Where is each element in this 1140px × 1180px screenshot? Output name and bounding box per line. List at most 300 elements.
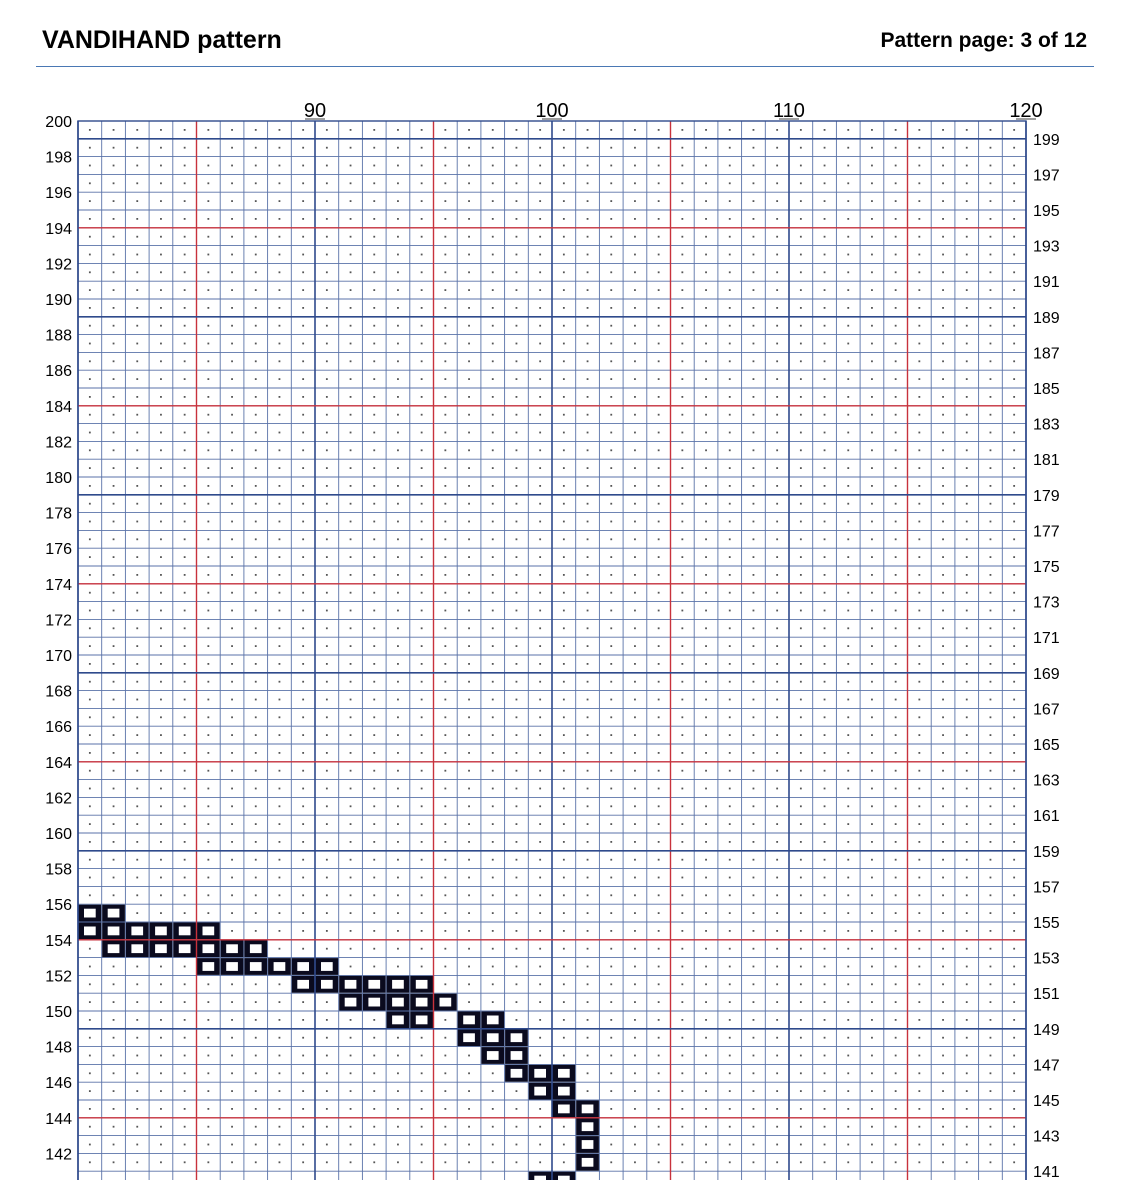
grid-dot — [871, 841, 873, 843]
grid-dot — [207, 467, 209, 469]
grid-dot — [753, 1108, 755, 1110]
grid-dot — [326, 449, 328, 451]
grid-dot — [444, 859, 446, 861]
grid-dot — [444, 307, 446, 309]
grid-dot — [279, 734, 281, 736]
grid-dot — [231, 378, 233, 380]
grid-dot — [753, 271, 755, 273]
grid-dot — [847, 200, 849, 202]
grid-dot — [847, 841, 849, 843]
grid-dot — [871, 859, 873, 861]
grid-dot — [776, 859, 778, 861]
grid-dot — [729, 1001, 731, 1003]
grid-dot — [279, 485, 281, 487]
grid-dot — [990, 1072, 992, 1074]
grid-dot — [610, 538, 612, 540]
grid-dot — [681, 521, 683, 523]
grid-dot — [184, 770, 186, 772]
grid-dot — [350, 912, 352, 914]
grid-dot — [516, 432, 518, 434]
grid-dot — [824, 592, 826, 594]
grid-dot — [279, 1001, 281, 1003]
grid-dot — [231, 1161, 233, 1163]
grid-dot — [207, 663, 209, 665]
grid-dot — [468, 752, 470, 754]
grid-dot — [847, 983, 849, 985]
grid-dot — [705, 1126, 707, 1128]
grid-dot — [681, 1019, 683, 1021]
grid-dot — [587, 1090, 589, 1092]
grid-dot — [563, 503, 565, 505]
grid-dot — [397, 538, 399, 540]
grid-dot — [397, 396, 399, 398]
grid-dot — [658, 734, 660, 736]
grid-dot — [373, 1090, 375, 1092]
grid-dot — [160, 521, 162, 523]
grid-dot — [587, 877, 589, 879]
grid-dot — [776, 432, 778, 434]
row-number-label-right: 199 — [1033, 131, 1060, 149]
grid-dot — [302, 129, 304, 131]
grid-dot — [373, 200, 375, 202]
grid-dot — [231, 129, 233, 131]
grid-dot — [824, 432, 826, 434]
row-number-label-left: 194 — [45, 220, 72, 238]
grid-dot — [184, 396, 186, 398]
grid-dot — [207, 841, 209, 843]
grid-dot — [136, 378, 138, 380]
grid-dot — [990, 165, 992, 167]
grid-dot — [753, 574, 755, 576]
grid-dot — [871, 289, 873, 291]
grid-dot — [255, 823, 257, 825]
grid-dot — [350, 1072, 352, 1074]
grid-dot — [468, 574, 470, 576]
grid-dot — [516, 983, 518, 985]
grid-dot — [729, 1108, 731, 1110]
grid-dot — [966, 218, 968, 220]
grid-dot — [729, 788, 731, 790]
grid-dot — [468, 147, 470, 149]
grid-dot — [681, 983, 683, 985]
grid-dot — [658, 1144, 660, 1146]
grid-dot — [302, 467, 304, 469]
grid-dot — [492, 592, 494, 594]
grid-dot — [895, 770, 897, 772]
grid-dot — [800, 681, 802, 683]
grid-dot — [444, 716, 446, 718]
grid-dot — [681, 485, 683, 487]
grid-dot — [350, 752, 352, 754]
grid-dot — [207, 254, 209, 256]
grid-dot — [326, 236, 328, 238]
grid-dot — [563, 396, 565, 398]
grid-dot — [1013, 503, 1015, 505]
grid-dot — [184, 307, 186, 309]
grid-dot — [539, 360, 541, 362]
grid-dot — [468, 521, 470, 523]
grid-dot — [634, 752, 636, 754]
grid-dot — [113, 610, 115, 612]
grid-dot — [895, 877, 897, 879]
grid-dot — [871, 1144, 873, 1146]
grid-dot — [658, 1019, 660, 1021]
grid-dot — [492, 966, 494, 968]
grid-dot — [871, 1037, 873, 1039]
grid-dot — [990, 948, 992, 950]
stitch-cell — [505, 1065, 528, 1082]
grid-dot — [847, 129, 849, 131]
grid-dot — [705, 307, 707, 309]
grid-dot — [587, 841, 589, 843]
grid-dot — [350, 325, 352, 327]
grid-dot — [421, 877, 423, 879]
grid-dot — [587, 325, 589, 327]
grid-dot — [1013, 236, 1015, 238]
grid-dot — [634, 147, 636, 149]
grid-dot — [658, 343, 660, 345]
grid-dot — [160, 681, 162, 683]
grid-dot — [1013, 414, 1015, 416]
grid-dot — [918, 859, 920, 861]
grid-dot — [279, 467, 281, 469]
grid-dot — [279, 948, 281, 950]
grid-dot — [421, 770, 423, 772]
grid-dot — [658, 538, 660, 540]
grid-dot — [444, 343, 446, 345]
row-number-label-left: 168 — [45, 683, 72, 701]
stitch-cell-highlight — [345, 980, 357, 989]
grid-dot — [918, 699, 920, 701]
grid-dot — [207, 912, 209, 914]
grid-dot — [539, 165, 541, 167]
grid-dot — [895, 271, 897, 273]
grid-dot — [160, 414, 162, 416]
grid-dot — [990, 449, 992, 451]
grid-dot — [563, 592, 565, 594]
grid-dot — [705, 360, 707, 362]
grid-dot — [397, 645, 399, 647]
grid-dot — [705, 129, 707, 131]
grid-dot — [160, 289, 162, 291]
grid-dot — [990, 930, 992, 932]
grid-dot — [587, 200, 589, 202]
grid-dot — [753, 254, 755, 256]
grid-dot — [871, 948, 873, 950]
grid-dot — [468, 1090, 470, 1092]
grid-dot — [184, 716, 186, 718]
grid-dot — [516, 360, 518, 362]
grid-dot — [918, 289, 920, 291]
grid-dot — [279, 610, 281, 612]
grid-dot — [847, 1001, 849, 1003]
grid-dot — [729, 948, 731, 950]
row-number-label-left: 174 — [45, 576, 72, 594]
grid-dot — [302, 343, 304, 345]
grid-dot — [516, 699, 518, 701]
grid-dot — [350, 467, 352, 469]
grid-dot — [1013, 556, 1015, 558]
grid-dot — [776, 343, 778, 345]
grid-dot — [729, 129, 731, 131]
grid-dot — [824, 165, 826, 167]
grid-dot — [89, 325, 91, 327]
grid-dot — [89, 449, 91, 451]
grid-dot — [942, 752, 944, 754]
grid-dot — [776, 396, 778, 398]
grid-dot — [373, 485, 375, 487]
grid-dot — [136, 983, 138, 985]
grid-dot — [990, 823, 992, 825]
grid-dot — [397, 1161, 399, 1163]
grid-dot — [444, 521, 446, 523]
grid-dot — [539, 396, 541, 398]
grid-dot — [516, 556, 518, 558]
grid-dot — [468, 1144, 470, 1146]
grid-dot — [847, 556, 849, 558]
grid-dot — [847, 930, 849, 932]
grid-dot — [113, 983, 115, 985]
grid-dot — [231, 681, 233, 683]
grid-dot — [705, 734, 707, 736]
grid-dot — [942, 627, 944, 629]
grid-dot — [824, 467, 826, 469]
grid-dot — [539, 129, 541, 131]
grid-dot — [397, 521, 399, 523]
grid-dot — [776, 467, 778, 469]
grid-dot — [990, 966, 992, 968]
grid-dot — [990, 1161, 992, 1163]
grid-dot — [634, 823, 636, 825]
grid-dot — [563, 1161, 565, 1163]
grid-dot — [421, 289, 423, 291]
grid-dot — [705, 1055, 707, 1057]
grid-dot — [255, 734, 257, 736]
grid-dot — [468, 467, 470, 469]
grid-dot — [990, 556, 992, 558]
grid-dot — [824, 129, 826, 131]
grid-dot — [563, 432, 565, 434]
grid-dot — [136, 1144, 138, 1146]
grid-dot — [942, 699, 944, 701]
grid-dot — [279, 1108, 281, 1110]
grid-dot — [942, 948, 944, 950]
grid-dot — [539, 930, 541, 932]
grid-dot — [302, 823, 304, 825]
grid-dot — [326, 1072, 328, 1074]
grid-dot — [350, 663, 352, 665]
grid-dot — [634, 1126, 636, 1128]
grid-dot — [847, 432, 849, 434]
grid-dot — [302, 236, 304, 238]
grid-dot — [279, 930, 281, 932]
grid-dot — [207, 1001, 209, 1003]
grid-dot — [563, 467, 565, 469]
grid-dot — [563, 307, 565, 309]
grid-dot — [373, 966, 375, 968]
grid-dot — [658, 841, 660, 843]
grid-dot — [895, 716, 897, 718]
grid-dot — [444, 165, 446, 167]
grid-dot — [516, 663, 518, 665]
grid-dot — [800, 716, 802, 718]
grid-dot — [89, 699, 91, 701]
grid-dot — [421, 592, 423, 594]
grid-dot — [1013, 823, 1015, 825]
grid-dot — [824, 236, 826, 238]
grid-dot — [1013, 449, 1015, 451]
grid-dot — [326, 877, 328, 879]
grid-dot — [279, 805, 281, 807]
grid-dot — [492, 894, 494, 896]
grid-dot — [444, 627, 446, 629]
grid-dot — [184, 1161, 186, 1163]
grid-dot — [113, 966, 115, 968]
grid-dot — [516, 343, 518, 345]
grid-dot — [350, 236, 352, 238]
grid-dot — [681, 165, 683, 167]
grid-dot — [397, 556, 399, 558]
grid-dot — [302, 307, 304, 309]
grid-dot — [516, 610, 518, 612]
grid-dot — [753, 699, 755, 701]
grid-dot — [610, 218, 612, 220]
grid-dot — [610, 165, 612, 167]
grid-dot — [350, 574, 352, 576]
grid-dot — [421, 663, 423, 665]
grid-dot — [1013, 610, 1015, 612]
grid-dot — [89, 1072, 91, 1074]
grid-dot — [136, 556, 138, 558]
stitch-cell-highlight — [321, 980, 333, 989]
grid-dot — [207, 218, 209, 220]
column-number-label: 120 — [1009, 100, 1043, 122]
grid-dot — [255, 716, 257, 718]
grid-dot — [895, 1072, 897, 1074]
stitch-cell-highlight — [84, 909, 96, 918]
grid-dot — [824, 1108, 826, 1110]
grid-dot — [421, 236, 423, 238]
grid-dot — [895, 307, 897, 309]
grid-dot — [610, 289, 612, 291]
grid-dot — [516, 752, 518, 754]
grid-dot — [942, 716, 944, 718]
grid-dot — [824, 503, 826, 505]
grid-dot — [207, 414, 209, 416]
grid-dot — [824, 1126, 826, 1128]
grid-dot — [610, 396, 612, 398]
grid-dot — [373, 788, 375, 790]
grid-dot — [113, 449, 115, 451]
grid-dot — [444, 574, 446, 576]
grid-dot — [539, 236, 541, 238]
grid-dot — [1013, 716, 1015, 718]
grid-dot — [113, 1072, 115, 1074]
grid-dot — [1013, 521, 1015, 523]
grid-dot — [492, 396, 494, 398]
grid-dot — [563, 645, 565, 647]
grid-dot — [207, 538, 209, 540]
grid-dot — [89, 503, 91, 505]
grid-dot — [397, 129, 399, 131]
grid-dot — [373, 378, 375, 380]
grid-dot — [539, 1144, 541, 1146]
grid-dot — [610, 1072, 612, 1074]
grid-dot — [326, 841, 328, 843]
grid-dot — [444, 254, 446, 256]
stitch-cell-highlight — [582, 1140, 594, 1149]
grid-dot — [658, 449, 660, 451]
grid-dot — [207, 716, 209, 718]
grid-dot — [539, 147, 541, 149]
grid-dot — [302, 610, 304, 612]
grid-dot — [634, 805, 636, 807]
grid-dot — [397, 805, 399, 807]
grid-dot — [966, 307, 968, 309]
grid-dot — [1013, 307, 1015, 309]
grid-dot — [279, 129, 281, 131]
grid-dot — [468, 254, 470, 256]
grid-dot — [113, 271, 115, 273]
grid-dot — [942, 503, 944, 505]
grid-dot — [1013, 1055, 1015, 1057]
grid-dot — [539, 859, 541, 861]
grid-dot — [350, 503, 352, 505]
grid-dot — [136, 610, 138, 612]
grid-dot — [610, 1126, 612, 1128]
grid-dot — [492, 734, 494, 736]
grid-dot — [326, 574, 328, 576]
grid-dot — [587, 627, 589, 629]
grid-dot — [184, 218, 186, 220]
grid-dot — [231, 165, 233, 167]
grid-dot — [444, 503, 446, 505]
grid-dot — [207, 1144, 209, 1146]
row-number-label-right: 149 — [1033, 1021, 1060, 1039]
grid-dot — [255, 1037, 257, 1039]
grid-dot — [800, 948, 802, 950]
grid-dot — [681, 182, 683, 184]
grid-dot — [587, 521, 589, 523]
grid-dot — [824, 182, 826, 184]
grid-dot — [990, 147, 992, 149]
grid-dot — [113, 894, 115, 896]
grid-dot — [634, 983, 636, 985]
grid-dot — [729, 325, 731, 327]
grid-dot — [966, 770, 968, 772]
grid-dot — [231, 521, 233, 523]
grid-dot — [847, 343, 849, 345]
grid-dot — [610, 948, 612, 950]
grid-dot — [444, 734, 446, 736]
grid-dot — [681, 1037, 683, 1039]
grid-dot — [373, 503, 375, 505]
grid-dot — [610, 627, 612, 629]
grid-dot — [753, 877, 755, 879]
grid-dot — [753, 841, 755, 843]
grid-dot — [871, 645, 873, 647]
grid-dot — [326, 343, 328, 345]
grid-dot — [634, 1037, 636, 1039]
grid-dot — [658, 182, 660, 184]
grid-dot — [776, 770, 778, 772]
grid-dot — [302, 1144, 304, 1146]
grid-dot — [160, 325, 162, 327]
grid-dot — [587, 645, 589, 647]
grid-dot — [302, 1001, 304, 1003]
grid-dot — [397, 1144, 399, 1146]
grid-dot — [136, 912, 138, 914]
